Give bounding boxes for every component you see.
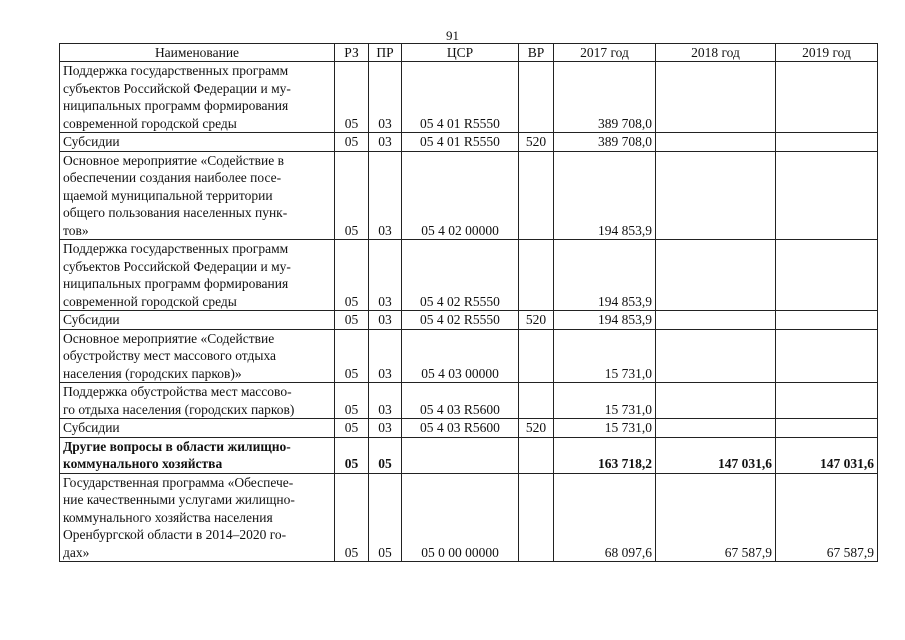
row-name-line: Субсидии — [63, 420, 120, 435]
row-2017: 194 853,9 — [554, 240, 656, 311]
row-name-line: современной городской среды — [63, 293, 237, 309]
row-pr: 05 — [369, 437, 402, 473]
row-csr: 05 4 03 R5600 — [402, 419, 519, 438]
row-name — [60, 473, 335, 562]
row-csr: 05 4 02 R5550 — [402, 240, 519, 311]
row-2017: 389 708,0 — [554, 133, 656, 152]
row-2017: 15 731,0 — [554, 383, 656, 419]
row-name-line: обеспечении создания наиболее посе- — [63, 170, 282, 185]
row-pr: 03 — [369, 383, 402, 419]
row-name-line: обустройству мест массового отдыха — [63, 348, 277, 363]
row-name-line: субъектов Российской Федерации и му- — [63, 258, 291, 274]
header-csr: ЦСР — [402, 44, 519, 62]
row-rz: 05 — [335, 383, 369, 419]
row-pr: 05 — [369, 473, 402, 562]
row-name-line: тов» — [63, 222, 89, 238]
row-name — [60, 62, 335, 133]
row-rz: 05 — [335, 437, 369, 473]
row-vr: 520 — [519, 311, 554, 330]
row-2017: 68 097,6 — [554, 473, 656, 562]
row-2018 — [656, 151, 776, 240]
row-name — [60, 151, 335, 240]
row-name-line: Поддержка обустройства мест массово- — [63, 384, 292, 399]
row-rz: 05 — [335, 62, 369, 133]
row-2017: 194 853,9 — [554, 311, 656, 330]
table-row — [60, 383, 878, 419]
row-rz: 05 — [335, 133, 369, 152]
table-body — [60, 62, 878, 562]
row-pr: 03 — [369, 419, 402, 438]
table-row — [60, 329, 878, 383]
header-pr: ПР — [369, 44, 402, 62]
row-pr: 03 — [369, 133, 402, 152]
row-vr — [519, 329, 554, 383]
header-2018: 2018 год — [656, 44, 776, 62]
row-name-line: общего пользования населенных пунк- — [63, 205, 288, 220]
row-2018 — [656, 329, 776, 383]
row-rz: 05 — [335, 329, 369, 383]
row-vr — [519, 473, 554, 562]
row-name — [60, 240, 335, 311]
row-name-line: Поддержка государственных программ — [63, 63, 289, 78]
row-2019 — [776, 133, 878, 152]
row-2019 — [776, 240, 878, 311]
row-name-line: Основное мероприятие «Содействие в — [63, 152, 284, 168]
row-name-line: Субсидии — [63, 312, 120, 327]
table-row — [60, 437, 878, 473]
row-name-line: щаемой муниципальной территории — [63, 187, 273, 203]
row-2019 — [776, 383, 878, 419]
row-2019: 67 587,9 — [776, 473, 878, 562]
row-2018 — [656, 311, 776, 330]
row-name-line: ние качественными услугами жилищно- — [63, 492, 295, 507]
row-2017: 15 731,0 — [554, 419, 656, 438]
header-2017: 2017 год — [554, 44, 656, 62]
row-name-line: коммунального хозяйства населения — [63, 509, 273, 525]
header-2019: 2019 год — [776, 44, 878, 62]
row-2018 — [656, 240, 776, 311]
row-name-line: коммунального хозяйства — [63, 456, 223, 471]
row-name-line: населения (городских парков)» — [63, 365, 242, 381]
row-name — [60, 419, 335, 438]
row-2018: 147 031,6 — [656, 437, 776, 473]
row-name-line: Поддержка государственных программ — [63, 241, 289, 256]
row-2017: 163 718,2 — [554, 437, 656, 473]
row-vr — [519, 62, 554, 133]
row-rz: 05 — [335, 240, 369, 311]
row-vr: 520 — [519, 419, 554, 438]
row-2017: 15 731,0 — [554, 329, 656, 383]
row-csr: 05 4 02 R5550 — [402, 311, 519, 330]
row-name-line: Субсидии — [63, 134, 120, 149]
row-rz: 05 — [335, 151, 369, 240]
row-vr — [519, 437, 554, 473]
row-pr: 03 — [369, 62, 402, 133]
row-name-line: Другие вопросы в области жилищно- — [63, 438, 291, 454]
row-2019: 147 031,6 — [776, 437, 878, 473]
table-row — [60, 473, 878, 562]
row-vr: 520 — [519, 133, 554, 152]
header-row — [60, 44, 878, 62]
row-pr: 03 — [369, 311, 402, 330]
row-csr: 05 4 01 R5550 — [402, 133, 519, 152]
row-name — [60, 133, 335, 152]
row-name-line: го отдыха населения (городских парков) — [63, 401, 295, 417]
row-name-line: субъектов Российской Федерации и му- — [63, 80, 291, 96]
table-row — [60, 133, 878, 152]
row-name — [60, 437, 335, 473]
row-csr: 05 4 03 00000 — [402, 329, 519, 383]
row-pr: 03 — [369, 151, 402, 240]
row-2018 — [656, 383, 776, 419]
row-csr: 05 4 03 R5600 — [402, 383, 519, 419]
row-name-line: современной городской среды — [63, 115, 237, 131]
table-row — [60, 419, 878, 438]
row-2019 — [776, 311, 878, 330]
row-name-line: дах» — [63, 544, 90, 560]
row-vr — [519, 240, 554, 311]
row-name — [60, 329, 335, 383]
header-vr: ВР — [519, 44, 554, 62]
row-name-line: Основное мероприятие «Содействие — [63, 330, 275, 346]
row-2018 — [656, 419, 776, 438]
row-2019 — [776, 419, 878, 438]
row-2017: 389 708,0 — [554, 62, 656, 133]
table-row — [60, 62, 878, 133]
row-name-line: Оренбургской области в 2014–2020 го- — [63, 527, 287, 542]
row-2017: 194 853,9 — [554, 151, 656, 240]
table-row — [60, 151, 878, 240]
page-number: 91 — [446, 28, 459, 43]
row-name-line: ниципальных программ формирования — [63, 276, 289, 291]
row-2019 — [776, 329, 878, 383]
row-pr: 03 — [369, 240, 402, 311]
row-2018: 67 587,9 — [656, 473, 776, 562]
header-name: Наименование — [60, 44, 335, 62]
row-2018 — [656, 133, 776, 152]
row-2018 — [656, 62, 776, 133]
row-rz: 05 — [335, 419, 369, 438]
row-csr: 05 4 02 00000 — [402, 151, 519, 240]
row-csr: 05 4 01 R5550 — [402, 62, 519, 133]
row-2019 — [776, 151, 878, 240]
row-vr — [519, 151, 554, 240]
row-vr — [519, 383, 554, 419]
row-csr: 05 0 00 00000 — [402, 473, 519, 562]
row-name — [60, 311, 335, 330]
row-pr: 03 — [369, 329, 402, 383]
row-2019 — [776, 62, 878, 133]
row-rz: 05 — [335, 473, 369, 562]
row-name-line: ниципальных программ формирования — [63, 98, 289, 113]
row-name-line: Государственная программа «Обеспече- — [63, 474, 294, 490]
table-row — [60, 240, 878, 311]
budget-table — [59, 43, 878, 562]
table-row — [60, 311, 878, 330]
row-name — [60, 383, 335, 419]
row-rz: 05 — [335, 311, 369, 330]
header-rz: РЗ — [335, 44, 369, 62]
row-csr — [402, 437, 519, 473]
